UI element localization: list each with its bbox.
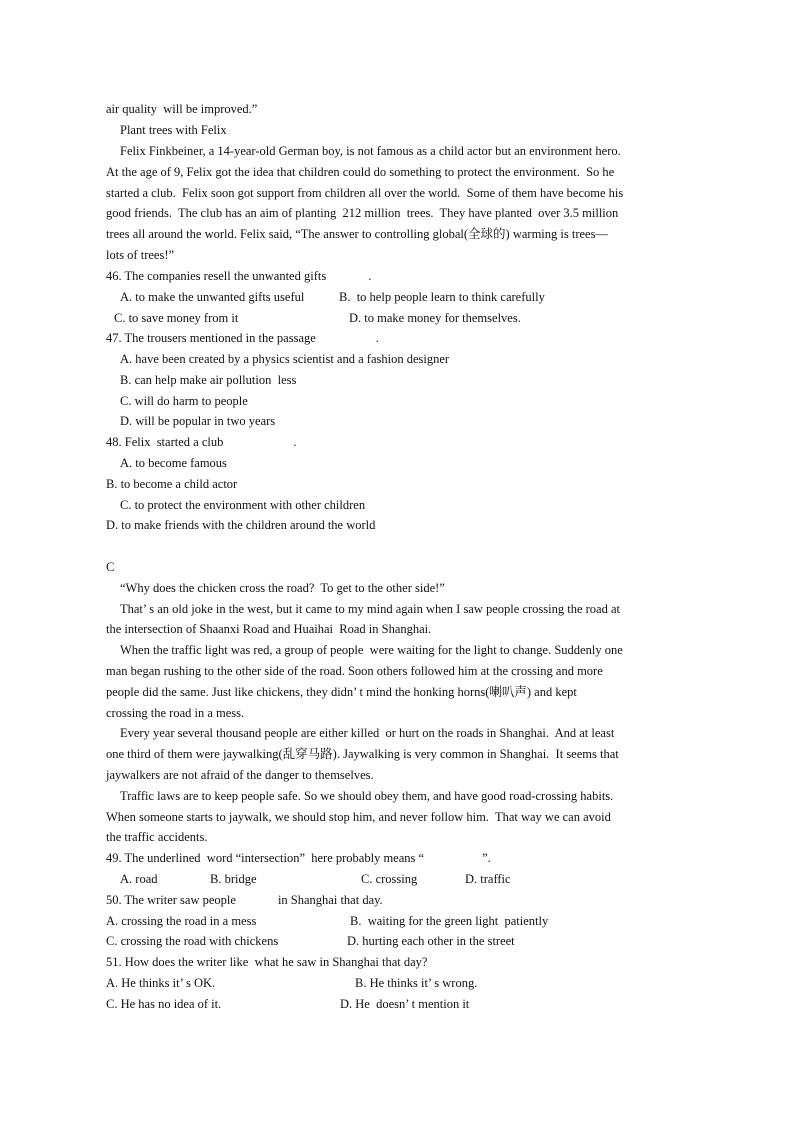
question-51-stem: 51. How does the writer like what he saw in Shanghai that day? xyxy=(106,955,428,969)
q50-option-b: B. waiting for the green light patiently xyxy=(350,914,549,928)
q46-stem-text: 46. The companies resell the unwanted gifts xyxy=(106,269,327,283)
q51-option-b: B. He thinks it’ s wrong. xyxy=(355,976,478,990)
q49-option-a: A. road xyxy=(120,872,158,886)
section-c-label: C xyxy=(106,560,115,574)
q51-option-d: D. He doesn’ t mention it xyxy=(340,997,470,1011)
passage-c-line: the traffic accidents. xyxy=(106,830,208,844)
passage-c-line: jaywalkers are not afraid of the danger to themselves. xyxy=(106,768,374,782)
passage-c-line: one third of them were jaywalking(乱穿马路). Jaywalking is very common in Shanghai. It seems that xyxy=(106,747,619,761)
q48-option-c: C. to protect the environment with other children xyxy=(120,498,366,512)
intro-tail: air quality will be improved.” xyxy=(106,102,258,116)
question-47-stem xyxy=(106,330,379,346)
q50-option-d: D. hurting each other in the street xyxy=(347,934,515,948)
felix-line: good friends. The club has an aim of planting 212 million trees. They have planted over 3.5 million xyxy=(106,206,619,220)
q48-option-a: A. to become famous xyxy=(120,456,227,470)
felix-line: lots of trees!” xyxy=(106,248,175,262)
q47-stem-text: 47. The trousers mentioned in the passage xyxy=(106,331,316,345)
q49-option-d: D. traffic xyxy=(465,872,511,886)
passage-c-line: the intersection of Shaanxi Road and Huaihai Road in Shanghai. xyxy=(106,622,432,636)
q49-stem-text: 49. The underlined word “intersection” here probably means “ xyxy=(106,851,425,865)
passage-c-line: Traffic laws are to keep people safe. So we should obey them, and have good road-crossing habits. xyxy=(120,789,614,803)
q48-stem-text: 48. Felix started a club xyxy=(106,435,224,449)
question-46-stem xyxy=(106,268,371,284)
q50-option-a: A. crossing the road in a mess xyxy=(106,914,257,928)
q47-stem-end: . xyxy=(375,331,379,345)
passage-c-line: “Why does the chicken cross the road? To get to the other side!” xyxy=(120,581,445,595)
passage-c-line: people did the same. Just like chickens, they didn’ t mind the honking horns(喇叭声) and kept xyxy=(106,685,577,699)
passage-c-line: crossing the road in a mess. xyxy=(106,706,245,720)
q50-stem-text: 50. The writer saw people xyxy=(106,893,236,907)
q49-stem-end: ”. xyxy=(482,851,491,865)
felix-line: Felix Finkbeiner, a 14-year-old German boy, is not famous as a child actor but an environment hero. xyxy=(120,144,621,158)
q46-option-b: B. to help people learn to think carefully xyxy=(339,290,545,304)
q46-option-c: C. to save money from it xyxy=(114,311,239,325)
felix-title: Plant trees with Felix xyxy=(120,123,227,137)
q47-option-b: B. can help make air pollution less xyxy=(120,373,297,387)
q48-option-d: D. to make friends with the children around the world xyxy=(106,518,376,532)
passage-c-line: When the traffic light was red, a group of people were waiting for the light to change. Suddenly one xyxy=(120,643,623,657)
q46-stem-end: . xyxy=(368,269,372,283)
q50-stem-end: in Shanghai that day. xyxy=(277,893,383,907)
q46-option-a: A. to make the unwanted gifts useful xyxy=(120,290,305,304)
question-49-stem xyxy=(106,850,491,866)
q47-option-d: D. will be popular in two years xyxy=(120,414,276,428)
passage-c-line: man began rushing to the other side of the road. Soon others followed him at the crossing and more xyxy=(106,664,603,678)
q50-option-c: C. crossing the road with chickens xyxy=(106,934,279,948)
q49-option-b: B. bridge xyxy=(210,872,257,886)
q48-option-b: B. to become a child actor xyxy=(106,477,238,491)
q47-option-c: C. will do harm to people xyxy=(120,394,248,408)
q46-option-d: D. to make money for themselves. xyxy=(349,311,521,325)
passage-c-line: Every year several thousand people are either killed or hurt on the roads in Shanghai. And at least xyxy=(120,726,615,740)
q51-option-a: A. He thinks it’ s OK. xyxy=(106,976,216,990)
felix-line: At the age of 9, Felix got the idea that children could do something to protect the environment. So he xyxy=(106,165,615,179)
q48-stem-end: . xyxy=(293,435,297,449)
passage-c-line: When someone starts to jaywalk, we should stop him, and never follow him. That way we can avoid xyxy=(106,810,611,824)
felix-line: started a club. Felix soon got support from children all over the world. Some of them have become his xyxy=(106,186,624,200)
q47-option-a: A. have been created by a physics scientist and a fashion designer xyxy=(120,352,450,366)
q49-option-c: C. crossing xyxy=(361,872,418,886)
question-50-stem xyxy=(106,892,383,908)
felix-line: trees all around the world. Felix said, “The answer to controlling global(全球的) warming is trees— xyxy=(106,227,608,241)
q51-option-c: C. He has no idea of it. xyxy=(106,997,222,1011)
passage-c-line: That’ s an old joke in the west, but it came to my mind again when I saw people crossing the road at xyxy=(120,602,620,616)
question-48-stem xyxy=(106,434,296,450)
